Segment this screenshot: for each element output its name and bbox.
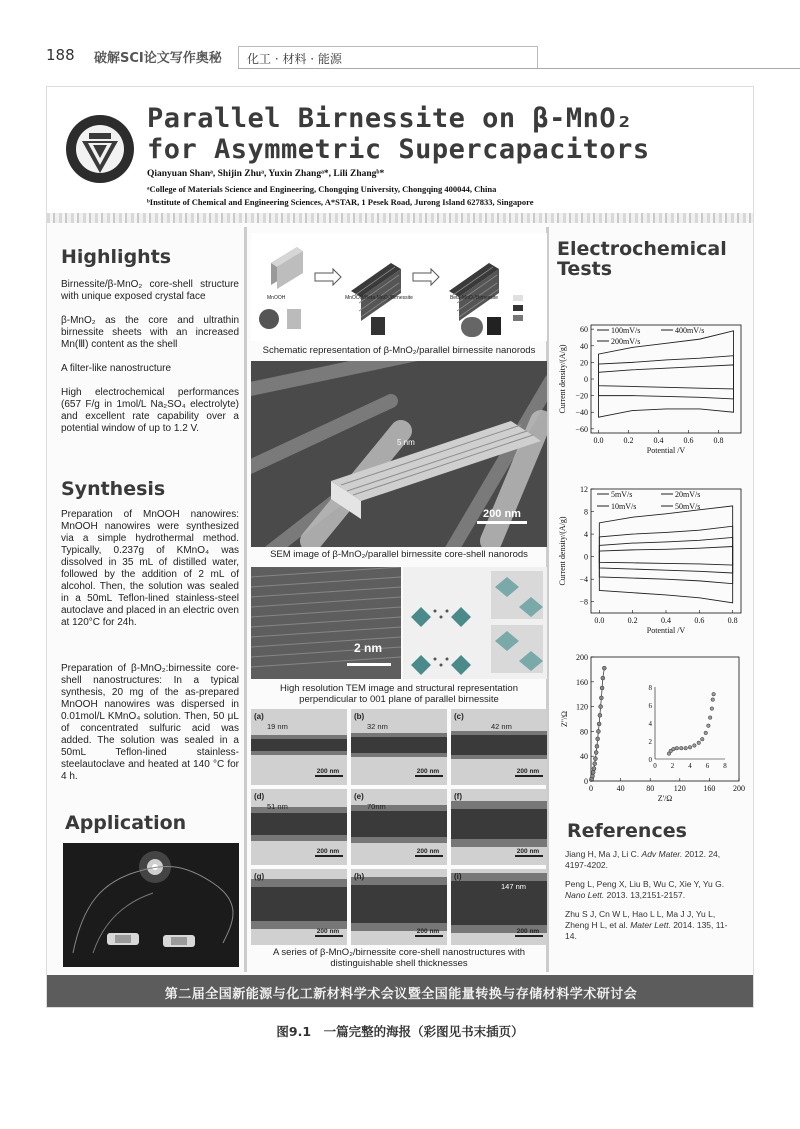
nyquist-point: [599, 696, 603, 700]
y-tick-label: 20: [580, 358, 588, 368]
conference-banner-text: 第二届全国新能源与化工新材料学术会议暨全国能量转换与存储材料学术研讨会: [164, 987, 638, 1002]
sem-caption: SEM image of β-MnO₂/parallel birnessite core-shell nanorods: [270, 549, 528, 560]
y-tick-label: −60: [575, 424, 588, 434]
header-rule: [238, 68, 800, 69]
legend-entry: 400mV/s: [675, 326, 705, 335]
x-tick-label: 120: [673, 784, 686, 793]
panel-label: (b): [354, 712, 365, 721]
poster-title-line1: Parallel Birnessite on β-MnO₂: [147, 103, 633, 134]
highlight-item: High electrochemical performances (657 F/g in 1mol/L Na₂SO₄ electrolyte) and excellent rate capability over a potential window of up to 1.2 V.: [61, 387, 239, 434]
panel-label: (c): [454, 712, 464, 721]
schematic-label-composite: MnOOH/Beta-MnO₂/Birnessite: [345, 295, 413, 301]
y-tick-label: −40: [575, 408, 588, 418]
nyquist-point: [602, 666, 606, 670]
inset-point: [675, 746, 679, 750]
nyquist-chart: [557, 651, 749, 811]
application-heading: Application: [65, 812, 187, 834]
right-column: [555, 227, 751, 972]
affiliation-2: ᵇInstitute of Chemical and Engineering Sciences, A*STAR, 1 Pesek Road, Jurong Island 627833, Singapore: [147, 197, 534, 207]
inset-point: [679, 746, 683, 750]
page-number: 188: [46, 46, 75, 64]
panel-scale: 200 nm: [316, 928, 340, 935]
cv-chart-high-rate: [557, 319, 749, 465]
legend-entry: 10mV/s: [611, 502, 637, 511]
nyquist-point: [596, 737, 600, 741]
y-tick-label: −4: [579, 575, 588, 585]
panel-scale: 200 nm: [316, 848, 340, 855]
legend-entry: 100mV/s: [611, 326, 641, 335]
nyquist-point: [593, 757, 597, 761]
y-tick-label: 8: [584, 507, 588, 517]
y-axis-label: Z''/Ω: [560, 711, 569, 727]
cv-curve-50mV-s: [599, 506, 732, 603]
legend-entry: 200mV/s: [611, 337, 641, 346]
y-tick-label: 80: [580, 727, 588, 737]
poster: [46, 86, 754, 1008]
x-tick-label: 0.6: [683, 436, 694, 445]
inset-point: [710, 707, 714, 711]
cv-curve-100mV-s: [599, 365, 734, 389]
cv-curve-20mV-s: [599, 526, 732, 583]
highlight-item: Birnessite/β-MnO₂ core-shell structure with unique exposed crystal face: [61, 279, 239, 302]
tem-panel: [351, 789, 447, 865]
inset-point: [693, 744, 697, 748]
x-tick-label: 200: [733, 784, 745, 793]
tem-panel: [251, 709, 347, 785]
inset-x-tick-label: 6: [705, 762, 710, 770]
x-tick-label: 0.4: [661, 616, 671, 625]
x-tick-label: 0.6: [694, 616, 705, 625]
inset-y-tick-label: 8: [648, 684, 652, 692]
cv-chart-low-rate: [557, 483, 749, 649]
y-tick-label: 0: [584, 552, 588, 562]
schematic-diagram: [251, 233, 547, 341]
inset-y-tick-label: 2: [648, 738, 652, 746]
panel-thickness: 42 nm: [491, 722, 512, 731]
inset-x-tick-label: 8: [723, 762, 727, 770]
tem-caption-line2: perpendicular to 001 plane of parallel birnessite: [299, 694, 499, 705]
x-tick-label: 160: [703, 784, 716, 793]
tem-panel: [451, 789, 547, 865]
panel-label: (f): [454, 792, 462, 801]
tem-panel: [451, 869, 547, 945]
nyquist-point: [594, 750, 598, 754]
cv-curve-5mV-s: [599, 546, 732, 565]
panel-thickness: 70nm: [367, 802, 386, 811]
inset-point: [712, 692, 716, 696]
inset-point: [708, 716, 712, 720]
x-tick-label: 0: [589, 784, 593, 793]
x-axis-label: Potential /V: [646, 446, 686, 455]
nyquist-point: [595, 744, 599, 748]
inset-y-tick-label: 6: [648, 702, 652, 710]
shell-thickness-panels: [251, 709, 547, 945]
panel-label: (e): [354, 792, 364, 801]
legend-entry: 50mV/s: [675, 502, 701, 511]
cv-curve-10mV-s: [599, 537, 732, 573]
plot-frame: [591, 657, 739, 781]
y-axis-label: Current density/(A/g): [558, 516, 567, 586]
panel-thickness: 51 nm: [267, 802, 288, 811]
x-axis-label: Z'/Ω: [657, 794, 673, 803]
legend-entry: 5mV/s: [611, 490, 633, 499]
highlights-list: [61, 279, 239, 435]
y-tick-label: 160: [576, 677, 588, 687]
highlight-item: A filter-like nanostructure: [61, 363, 172, 374]
nyquist-point: [593, 762, 597, 766]
panel-scale: 200 nm: [516, 848, 540, 855]
y-tick-label: 40: [580, 752, 588, 762]
nyquist-point: [599, 705, 603, 709]
inset-x-tick-label: 0: [653, 762, 657, 770]
panel-thickness: 32 nm: [367, 722, 388, 731]
x-tick-label: 80: [646, 784, 655, 793]
inset-y-tick-label: 4: [648, 720, 652, 728]
inset-point: [672, 747, 676, 751]
x-tick-label: 0.4: [653, 436, 664, 445]
inset-x-tick-label: 4: [688, 762, 692, 770]
tem-panel: [451, 709, 547, 785]
university-seal-logo: [65, 111, 135, 187]
y-tick-label: 60: [580, 325, 588, 335]
tem-panel: [351, 709, 447, 785]
references-heading: References: [567, 820, 687, 842]
electrochemical-heading-line2: Tests: [557, 258, 613, 280]
decorative-divider: [47, 213, 754, 223]
conference-banner: [47, 975, 754, 1008]
nyquist-point: [592, 767, 596, 771]
highlight-item: β-MnO₂ as the core and ultrathin birnessite sheets with an increased Mn(Ⅲ) content as the shell: [61, 315, 239, 350]
poster-authors: Qianyuan Shanᵃ, Shijin Zhuᵃ, Yuxin Zhangᵃ*, Lili Zhangᵇ*: [147, 169, 385, 179]
highlights-heading: Highlights: [61, 246, 172, 268]
reference-item: Jiang H, Ma J, Li C. Adv Mater. 2012. 24, 4197-4202.: [565, 849, 721, 870]
y-tick-label: 200: [576, 653, 588, 662]
x-tick-label: 0.2: [623, 436, 634, 445]
book-title: 破解SCI论文写作奥秘: [94, 51, 222, 66]
panel-thickness: 147 nm: [501, 882, 527, 891]
y-tick-label: 40: [580, 341, 588, 351]
y-tick-label: −20: [575, 391, 588, 401]
x-tick-label: 0.8: [727, 616, 738, 625]
nyquist-point: [596, 729, 600, 733]
y-tick-label: 120: [576, 702, 588, 712]
panel-label: (h): [354, 872, 365, 881]
y-tick-label: 0: [584, 777, 588, 786]
x-tick-label: 0.8: [713, 436, 724, 445]
panel-label: (i): [454, 872, 462, 881]
tem-image: [251, 567, 547, 679]
panel-scale: 200 nm: [416, 848, 440, 855]
panel-scale: 200 nm: [416, 928, 440, 935]
nyquist-point: [600, 686, 604, 690]
legend-entry: 20mV/s: [675, 490, 701, 499]
figure-caption: 图9.1 一篇完整的海报（彩图见书末插页）: [276, 1024, 524, 1039]
poster-title: [147, 103, 650, 165]
cv-curve-200mV-s: [599, 356, 734, 399]
tem-panel: [351, 869, 447, 945]
inset-point: [697, 741, 701, 745]
y-tick-label: 4: [584, 530, 588, 540]
inset-y-tick-label: 0: [648, 756, 652, 764]
panel-scale: 200 nm: [516, 768, 540, 775]
y-tick-label: 12: [580, 485, 588, 494]
book-header: [42, 44, 758, 68]
inset-point: [688, 746, 692, 750]
synthesis-paragraph-2: Preparation of β-MnO₂:birnessite core-shell nanostructures: In a typical synthesis, 20 mg of the as-prepared MnOOH nanowires was dispersed in 0.01mol/L KMnO₄ solution. Then, 50 μL of concentrated sulfuric acid was added. The solution was sealed in a 50mL Teflon-lined stainless-steelautoclave and heated at 140 °C for 4 h.: [61, 663, 239, 782]
schematic-caption: Schematic representation of β-MnO₂/parallel birnessite nanorods: [262, 345, 536, 356]
book-section: 化工 · 材料 · 能源: [238, 46, 538, 68]
affiliation-1: ᵃCollege of Materials Science and Engineering, Chongqing University, Chongqing 400044, China: [147, 184, 497, 194]
x-axis-label: Potential /V: [646, 626, 686, 635]
x-tick-label: 0.2: [627, 616, 638, 625]
references-list: [565, 849, 737, 950]
x-tick-label: 40: [616, 784, 625, 793]
inset-point: [711, 698, 715, 702]
panel-thickness: 19 nm: [267, 722, 288, 731]
tem-panel: [251, 869, 347, 945]
nyquist-point: [591, 770, 595, 774]
poster-title-line2: for Asymmetric Supercapacitors: [147, 134, 650, 165]
nyquist-point: [598, 713, 602, 717]
panel-label: (a): [254, 712, 264, 721]
left-column: [61, 235, 239, 975]
reference-item: Zhu S J, Cn W L, Hao L L, Ma J J, Yu L, Zheng H L, et al. Mater Lett. 2014. 135, 11-14.: [565, 909, 728, 941]
application-photo: [63, 843, 239, 967]
reference-item: Peng L, Peng X, Liu B, Wu C, Xie Y, Yu G. Nano Lett. 2013. 13,2151-2157.: [565, 879, 725, 900]
nyquist-point: [601, 676, 605, 680]
synthesis-heading: Synthesis: [61, 478, 166, 500]
nyquist-point: [597, 722, 601, 726]
schematic-label-mnooh: MnOOH: [267, 295, 286, 301]
panel-label: (d): [254, 792, 265, 801]
tem-panel: [251, 789, 347, 865]
y-tick-label: 0: [584, 375, 588, 384]
sem-inset-mark: 5 nm: [397, 438, 415, 447]
panel-label: (g): [254, 872, 265, 881]
series-caption-line2: distinguishable shell thicknesses: [330, 958, 468, 969]
synthesis-paragraph-1: Preparation of MnOOH nanowires: MnOOH nanowires were synthesized via a simple hydrothermal method. Typically, 0.237g of KMnO₄ was dissolved in 35 mL of distilled water, followed by the addition of 2 mL of alcohol. Then, the solution was sealed in a 50mL Teflon-lined stainless-steel autoclave and placed in an electric oven at 120°C for 24h.: [61, 509, 239, 628]
middle-column: [244, 227, 549, 972]
x-tick-label: 0.0: [594, 616, 605, 625]
inset-point: [704, 731, 708, 735]
y-tick-label: −8: [579, 597, 588, 607]
inset-point: [684, 746, 688, 750]
series-caption-line1: A series of β-MnO₂/birnessite core-shell nanostructures with: [272, 947, 526, 958]
y-axis-label: Current density/(A/g): [558, 344, 567, 414]
electrochemical-heading-line1: Electrochemical: [557, 238, 727, 260]
x-tick-label: 0.0: [593, 436, 604, 445]
sem-scale-label: 200 nm: [483, 508, 521, 520]
inset-point: [707, 724, 711, 728]
schematic-label-beta: Beta-MnO₂/Birnessite: [449, 295, 499, 301]
inset-point: [700, 737, 704, 741]
nyquist-point: [590, 774, 594, 778]
panel-scale: 200 nm: [316, 768, 340, 775]
panel-scale: 200 nm: [516, 928, 540, 935]
panel-scale: 200 nm: [416, 768, 440, 775]
tem-caption-line1: High resolution TEM image and structural representation: [280, 683, 518, 694]
poster-title-block: [47, 87, 754, 219]
inset-x-tick-label: 2: [670, 762, 675, 770]
tem-scale-label: 2 nm: [353, 641, 382, 655]
